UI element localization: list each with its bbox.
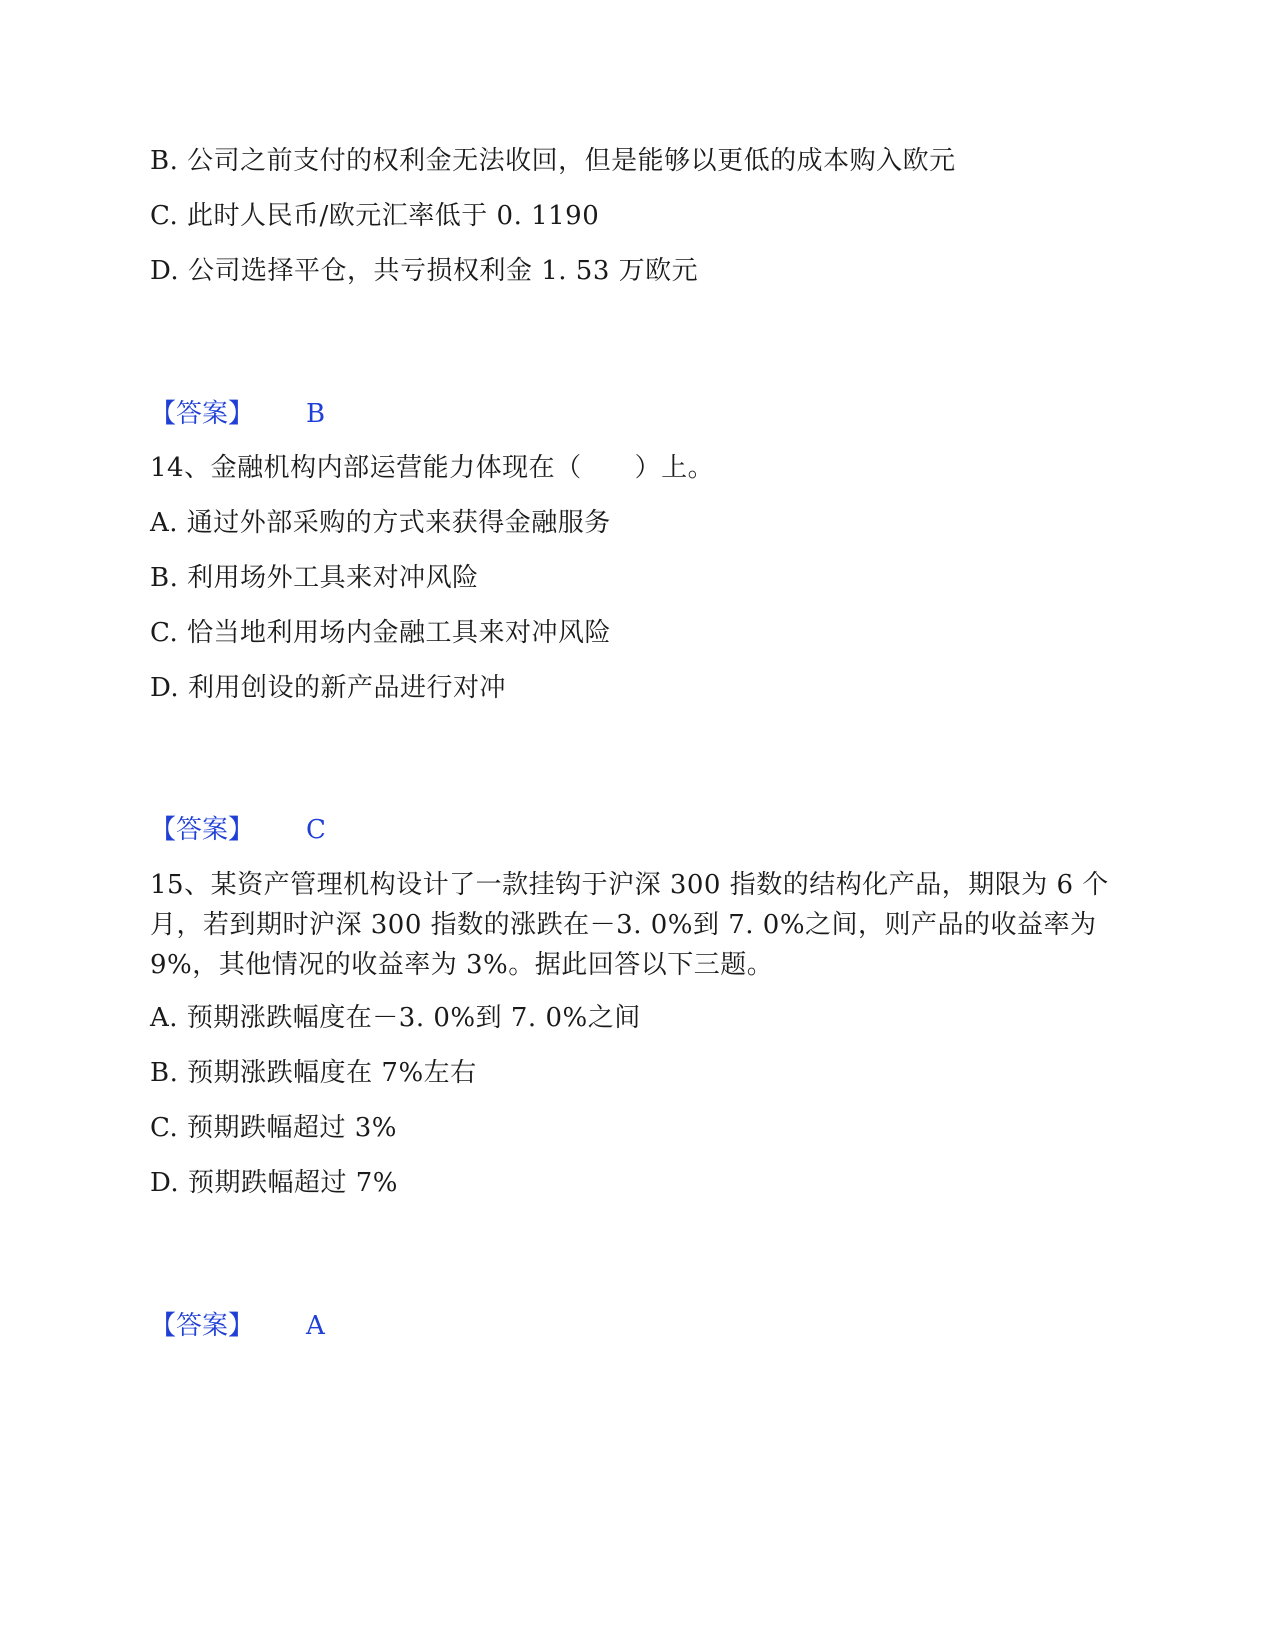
q13-answer-value: B bbox=[306, 399, 326, 429]
q14-answer-label: 【答案】 bbox=[150, 815, 255, 845]
q13-option-d: D. 公司选择平仓，共亏损权利金 1. 53 万欧元 bbox=[150, 256, 699, 286]
q15-stem: 15、某资产管理机构设计了一款挂钩于沪深 300 指数的结构化产品，期限为 6 个月，若到期时沪深 300 指数的涨跌在－3. 0%到 7. 0%之间，则产品的收益率为 9%，其他情况的收益率为 3%。据此回答以下三题。 bbox=[150, 870, 1109, 980]
q14-option-d: D. 利用创设的新产品进行对冲 bbox=[150, 673, 506, 703]
q13-answer-label: 【答案】 bbox=[150, 399, 255, 429]
q15-option-b: B. 预期涨跌幅度在 7%左右 bbox=[150, 1058, 477, 1088]
q14-option-c: C. 恰当地利用场内金融工具来对冲风险 bbox=[150, 618, 611, 648]
q14-option-b: B. 利用场外工具来对冲风险 bbox=[150, 563, 479, 593]
q15-option-c: C. 预期跌幅超过 3% bbox=[150, 1113, 398, 1143]
q14-answer bbox=[150, 814, 326, 846]
q13-answer bbox=[150, 398, 325, 430]
q15-answer-label: 【答案】 bbox=[150, 1311, 255, 1341]
q14-answer-value: C bbox=[306, 815, 326, 845]
q14-stem: 14、金融机构内部运营能力体现在（ ）上。 bbox=[150, 453, 715, 483]
q15-option-a: A. 预期涨跌幅度在－3. 0%到 7. 0%之间 bbox=[150, 1003, 641, 1033]
q15-answer-value: A bbox=[306, 1311, 325, 1341]
q13-option-b: B. 公司之前支付的权利金无法收回，但是能够以更低的成本购入欧元 bbox=[150, 146, 956, 176]
q15-option-d: D. 预期跌幅超过 7% bbox=[150, 1168, 398, 1198]
q14-option-a: A. 通过外部采购的方式来获得金融服务 bbox=[150, 508, 611, 538]
q15-answer bbox=[150, 1310, 325, 1342]
q13-option-c: C. 此时人民币/欧元汇率低于 0. 1190 bbox=[150, 201, 600, 231]
